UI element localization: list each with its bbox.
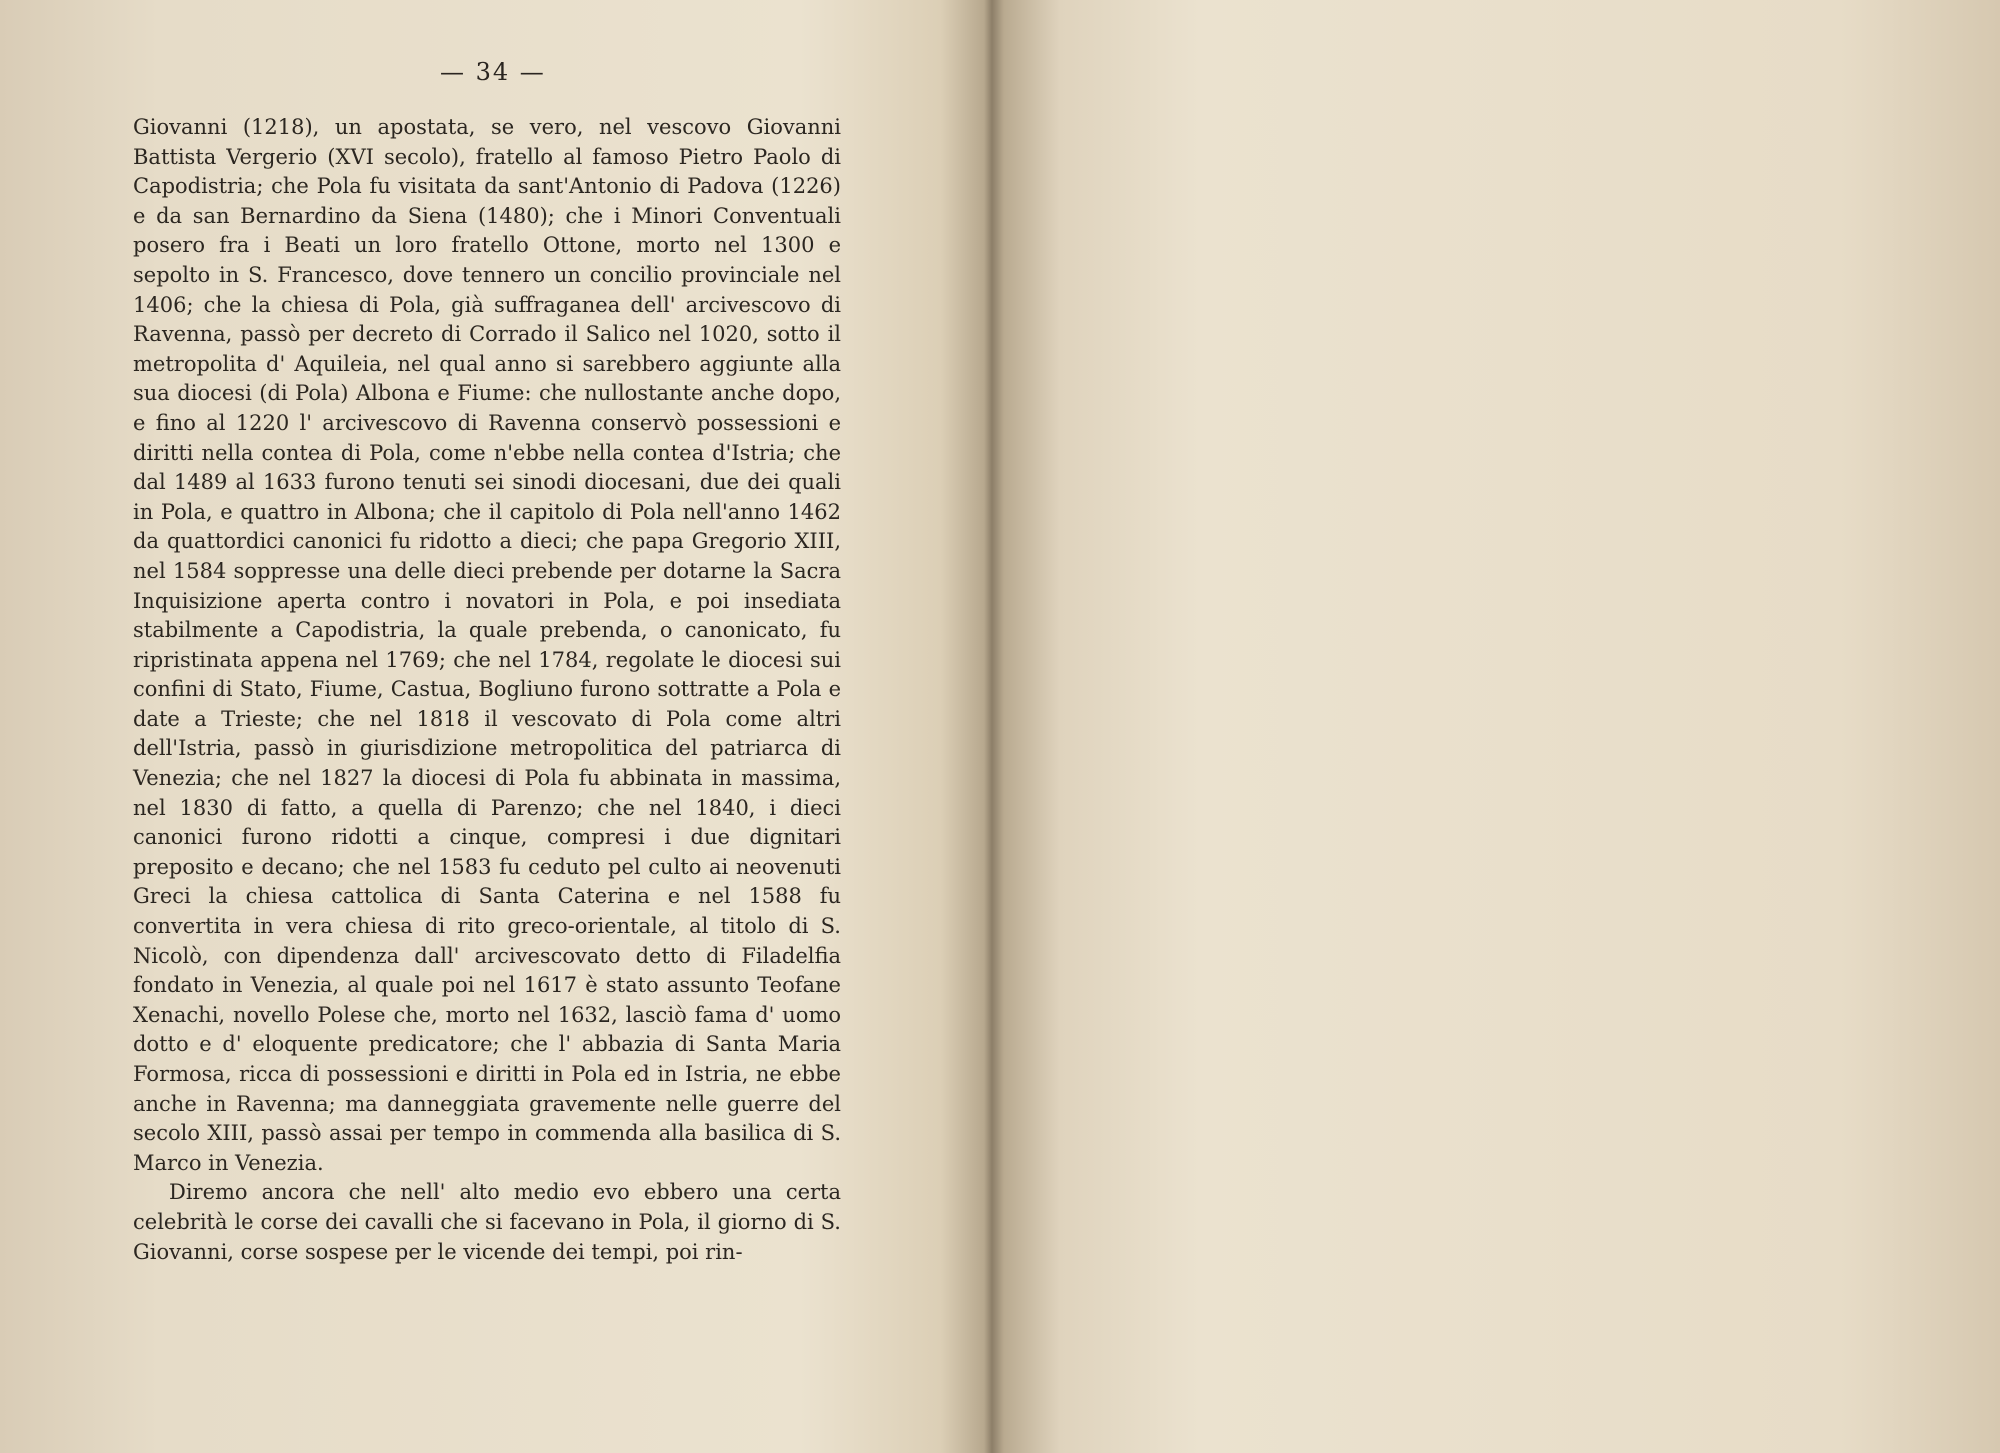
paragraph: Giovanni (1218), un apostata, se vero, nel vescovo Giovanni Battista Vergerio (XVI secolo), fratello al famoso Pietro Paolo di Capodistria; che Pola fu visitata da sant'Antonio di Padova (1226) e da san Bernardino da Siena (1480); che i Minori Conventuali posero fra i Beati un loro fratello Ottone, morto nel 1300 e sepolto in S. Francesco, dove tennero un concilio provinciale nel 1406; che la chiesa di Pola, già suffraganea dell' arcivescovo di Ravenna, passò per decreto di Corrado il Salico nel 1020, sotto il metropolita d' Aquileia, nel qual anno si sarebbero aggiunte alla sua diocesi (di Pola) Albona e Fiume: che nullostante anche dopo, e fino al 1220 l' arcivescovo di Ravenna conservò possessioni e diritti nella contea di Pola, come n'ebbe nella contea d'Istria; che dal 1489 al 1633 furono tenuti sei sinodi diocesani, due dei quali in Pola, e quattro in Albona; che il capitolo di Pola nell'anno 1462 da quattordici canonici fu ridotto a dieci; che papa Gregorio XIII, nel 1584 soppresse una delle dieci prebende per dotarne la Sacra Inquisizione aperta contro i novatori in Pola, e poi insediata stabilmente a Capodistria, la quale prebenda, o canonicato, fu ripristinata appena nel 1769; che nel 1784, regolate le diocesi sui confini di Stato, Fiume, Castua, Bogliuno furono sottratte a Pola e date a Trieste; che nel 1818 il vescovato di Pola come altri dell'Istria, passò in giurisdizione metropolitica del patriarca di Venezia; che nel 1827 la diocesi di Pola fu abbinata in massima, nel 1830 di fatto, a quella di Parenzo; che nel 1840, i dieci canonici furono ridotti a cinque, compresi i due dignitari preposito e decano; che nel 1583 fu ceduto pel culto ai neovenuti Greci la chiesa cattolica di Santa Caterina e nel 1588 fu convertita in vera chiesa di rito greco-orientale, al titolo di S. Nicolò, con dipendenza dall' arcivescovato detto di Filadelfia fondato in Venezia, al quale poi nel 1617 è stato assunto Teofane Xenachi, novello Polese che, morto nel 1632, lasciò fama d' uomo dotto e d' eloquente predicatore; che l' abbazia di Santa Maria Formosa, ricca di possessioni e diritti in Pola ed in Istria, ne ebbe anche in Ravenna; ma danneggiata gravemente nelle guerre del secolo XIII, passò assai per tempo in commenda alla basilica di S. Marco in Venezia. <box>133 115 841 1175</box>
left-page-text <box>133 113 841 1267</box>
left-page <box>0 0 985 1453</box>
paragraph: Diremo ancora che nell' alto medio evo ebbero una certa celebrità le corse dei cavalli che si facevano in Pola, il giorno di S. Giovanni, corse sospese per le vicende dei tempi, poi rin- <box>133 1180 841 1264</box>
page-number-left: — 34 — <box>440 58 546 86</box>
right-page <box>985 0 2000 1453</box>
